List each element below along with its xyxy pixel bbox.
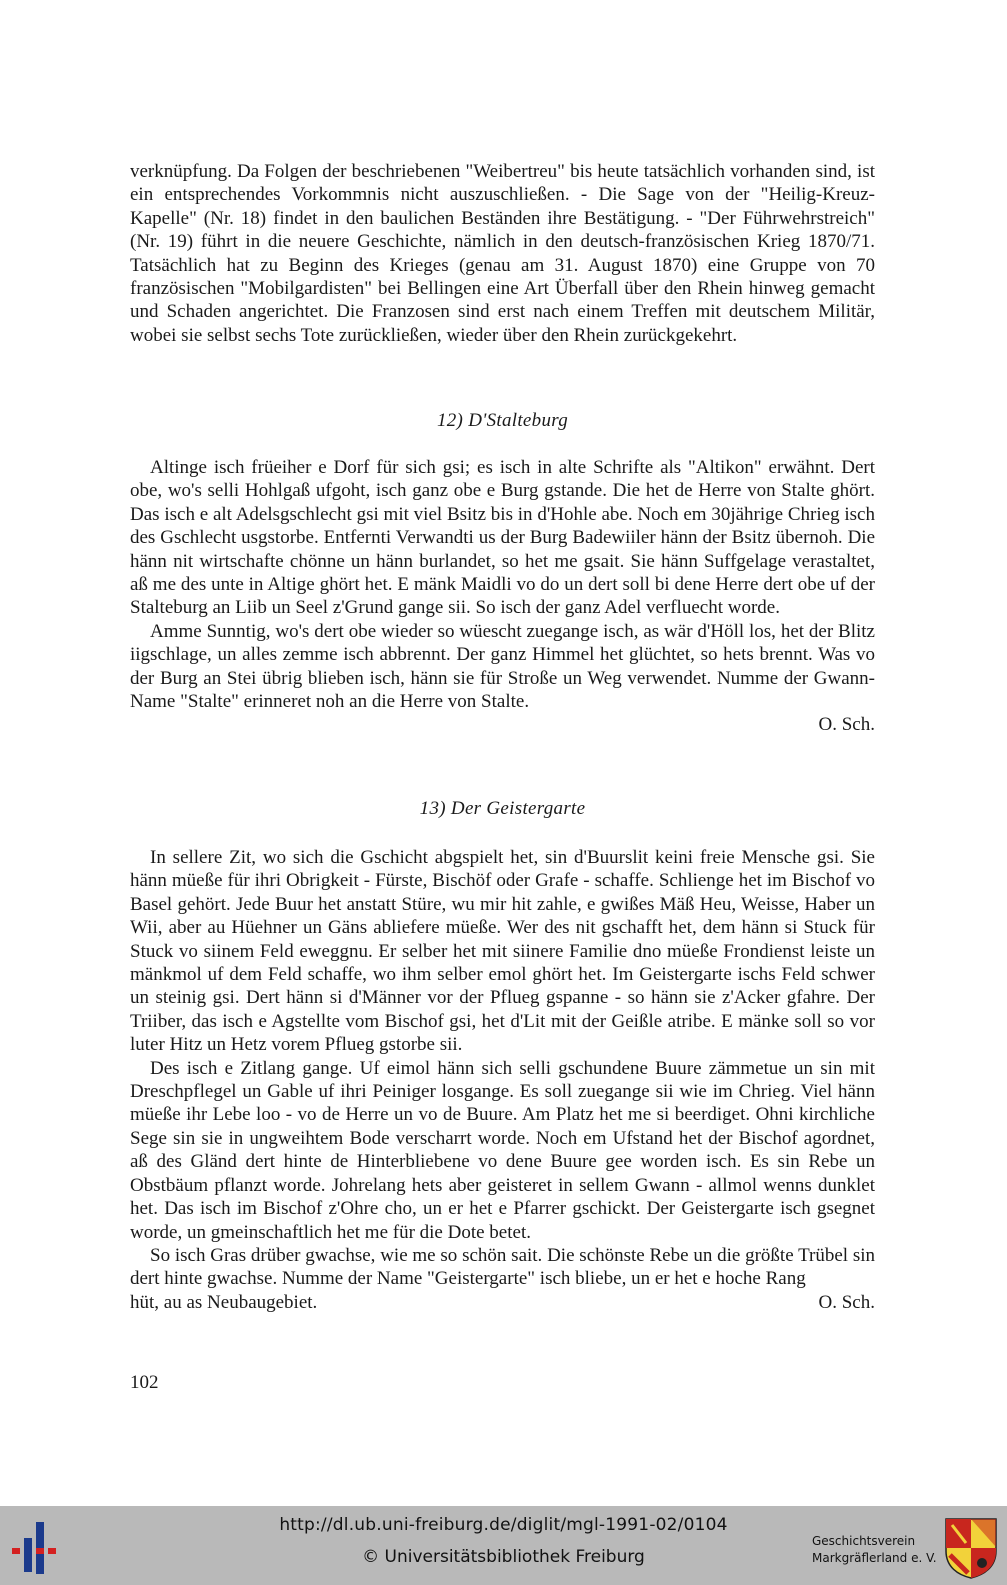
intro-paragraph: [130, 160, 875, 347]
publisher-line-1: Geschichtsverein: [812, 1534, 916, 1548]
story-13-paragraph: Des isch e Zitlang gange. Uf eimol hänn sich selli gschundene Buure zämmetue un sin mit Dreschpflegel un Gable uf ihri Peiniger losgange. Es soll zuegange sii wie im Chrieg. Viel hänn müeße ihr Lebe loo - vo de Herre un vo de Buure. Am Platz het me si beerdiget. Ohni kirchliche Sege sin sie in ungweihtem Bode verscharrt worde. Noch em Ufstand het der Bischof agordnet, aß des Gländ dert hinte de Hinterbliebene vo dene Buure gee worden isch. Es sin Rebe un Obstbäum pflanzt worde. Johrelang hets aber geisteret in sellem Gwann - allmol wenns dunklet het. Das isch im Bischof z'Ohre cho, un er het e Pfarrer gschickt. Der Geistergarte isch gsegnet worde, un gmeinschaftlich het me für die Dote betet.: [130, 1057, 875, 1243]
story-13-body: [130, 846, 875, 1314]
story-13-closing-text: hüt, au as Neubaugebiet.: [130, 1291, 318, 1313]
copyright-text: © Universitätsbibliothek Freiburg: [362, 1547, 645, 1567]
coat-of-arms-icon: [944, 1517, 998, 1579]
story-12-body: [130, 456, 875, 737]
story-13-title: 13) Der Geistergarte: [419, 798, 586, 819]
publisher-line-2: Markgräflerland e. V.: [812, 1551, 937, 1565]
intro-text: verknüpfung. Da Folgen der beschriebenen "Weibertreu" bis heute tatsächlich vorhanden sind, ist ein entsprechendes Vorkommnis nicht auszuschließen. - Die Sage von der "Heilig-Kreuz-Kapelle" (Nr. 18) findet in den baulichen Beständen ihre Bestätigung. - "Der Führwehrstreich" (Nr. 19) führt in die neuere Geschichte, nämlich in den deutsch-französischen Krieg 1870/71. Tatsächlich hat zu Beginn des Krieges (genau am 31. August 1870) eine Gruppe von 70 französischen "Mobilgardisten" bei Bellingen eine Art Überfall über den Rhein hinweg gemacht und Schaden angerichtet. Die Franzosen sind erst nach einem Treffen mit deutschem Militär, wobei sie selbst sechs Tote zurückließen, wieder über den Rhein zurückgekehrt.: [130, 161, 875, 346]
story-12-title: 12) D'Stalteburg: [436, 410, 569, 431]
viewer-footer-bar: [0, 1506, 1007, 1585]
story-12-paragraph: Amme Sunntig, wo's dert obe wieder so wüescht zuegange isch, as wär d'Höll los, het der Blitz iigschlage, un alles zemme isch abbrennt. Der ganz Himmel het glüchtet, so hets brennt. Was vo der Burg an Stei übrig blieben isch, hänn sie für Stroße un Weg verwendet. Numme der Gwann-Name "Stalte" erinneret noh an die Herre von Stalte.: [130, 620, 875, 713]
publisher-name: [812, 1533, 937, 1567]
story-12-signature: O. Sch.: [818, 714, 875, 736]
document-url-link[interactable]: http://dl.ub.uni-freiburg.de/diglit/mgl-1991-02/0104: [279, 1515, 728, 1535]
page-number: 102: [130, 1372, 159, 1393]
story-13-paragraph: In sellere Zit, wo sich die Gschicht abgspielt het, sin d'Buurslit keini freie Mensche gsi. Sie hänn müeße für ihri Obrigkeit - Fürste, Bischöf oder Grafe - schaffe. Schlienge het im Bischof vo Basel gehört. Jede Buur het anstatt Stüre, wu mir hit zahle, e gwißes Mäß Heu, Weisse, Haber un Wii, aber au Hüehner un Gäns abliefere müeße. Wer des nit gschafft het, dem hänn si Stuck für Stuck vo siinem Feld eweggnu. Er selber het mit siinere Familie dno müeße Frondienst leiste un mänkmol uf dem Feld schaffe, wo ihm selber emol ghört het. Im Geistergarte ischs Feld schwer un steinig gsi. Dert hänn si d'Männer vor der Pflueg gspanne - so hänn sie z'Acker gfahre. Der Triiber, das isch e Agstellte vom Bischof gsi, het d'Lit mit der Geißle atribe. E mänke soll so vor luter Hitz un Hetz vorem Pflueg gstorbe sii.: [130, 847, 875, 1056]
story-13-last-line: [130, 1291, 875, 1314]
story-13-signature: O. Sch.: [818, 1291, 875, 1313]
story-13-paragraph: So isch Gras drüber gwachse, wie me so schön sait. Die schönste Rebe un die größte Trübel sin dert hinte gwachse. Numme der Name "Geistergarte" isch bliebe, un er het e hoche Rang: [130, 1244, 875, 1290]
story-12-paragraph: Altinge isch früeiher e Dorf für sich gsi; es isch in alte Schrifte als "Altikon" erwähnt. Dert obe, wo's selli Hohlgaß ufgoht, isch ganz obe e Burg gstande. Die het de Herre von Stalte ghört. Das isch e alt Adelsgschlecht gsi mit viel Bsitz bis in d'Hohle abe. Noch em 30jährige Chrieg isch des Gschlecht usgstorbe. Entfernti Verwandti us der Burg Badewiiler hänn der Bsitz übernoh. Die hänn nit wirtschafte chönne un hänn burlandet, so het me gsait. Sie hänn Suffgelage verastaltet, aß me des unte in Altige ghört het. E mänk Maidli vo do un dert soll bi dene Herre dert obe uf der Stalteburg an Liib un Seel z'Grund gange sii. So isch der ganz Adel verfluecht worde.: [130, 457, 875, 619]
